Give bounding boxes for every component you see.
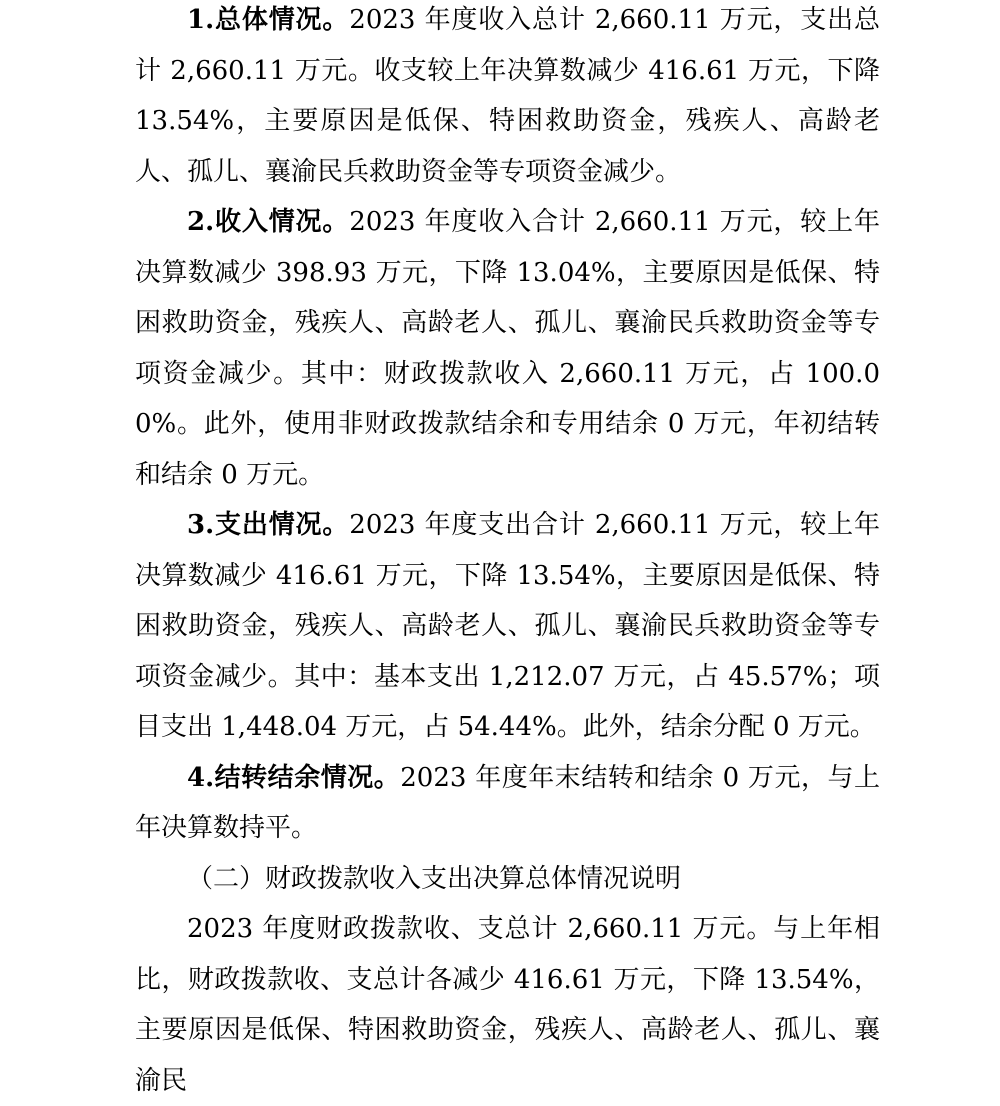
text-overall: 2023 年度收入总计 2,660.11 万元，支出总计 2,660.11 万元。收支较上年决算数减少 416.61 万元，下降 13.54%，主要原因是低保、特困救助资金，残疾人、高龄老人、孤儿、襄渝民兵救助资金等专项资金减少。 [135, 5, 880, 187]
heading-overall: 1.总体情况。 [187, 5, 350, 35]
heading-expenditure: 3.支出情况。 [187, 510, 350, 540]
section-title: （二）财政拨款收入支出决算总体情况说明 [187, 863, 682, 894]
text-carryover: 2023 年度年末结转和结余 0 万元，与上年决算数持平。 [135, 762, 880, 843]
paragraph-income [135, 197, 880, 500]
heading-income: 2.收入情况。 [187, 207, 350, 237]
heading-carryover: 4.结转结余情况。 [187, 762, 401, 793]
paragraph-overall [135, 0, 880, 197]
paragraph-expenditure [135, 500, 880, 753]
paragraph-carryover [135, 753, 880, 854]
paragraph-fiscal-summary: 2023 年度财政拨款收、支总计 2,660.11 万元。与上年相比，财政拨款收、支总计各减少 416.61 万元，下降 13.54%，主要原因是低保、特困救助资金，残疾人、高龄老人、孤儿、襄渝民 [135, 914, 880, 1096]
text-expenditure: 2023 年度支出合计 2,660.11 万元，较上年决算数减少 416.61 万元，下降 13.54%，主要原因是低保、特困救助资金，残疾人、高龄老人、孤儿、襄渝民兵救助资金等专项资金减少。其中：基本支出 1,212.07 万元，占 45.57%；项目支出 1,448.04 万元，占 54.44%。此外，结余分配 0 万元。 [135, 510, 880, 742]
document-body [135, 0, 880, 1106]
text-income: 2023 年度收入合计 2,660.11 万元，较上年决算数减少 398.93 万元，下降 13.04%，主要原因是低保、特困救助资金，残疾人、高龄老人、孤儿、襄渝民兵救助资金等专项资金减少。其中：财政拨款收入 2,660.11 万元，占 100.00%。此外，使用非财政拨款结余和专用结余 0 万元，年初结转和结余 0 万元。 [135, 207, 880, 490]
